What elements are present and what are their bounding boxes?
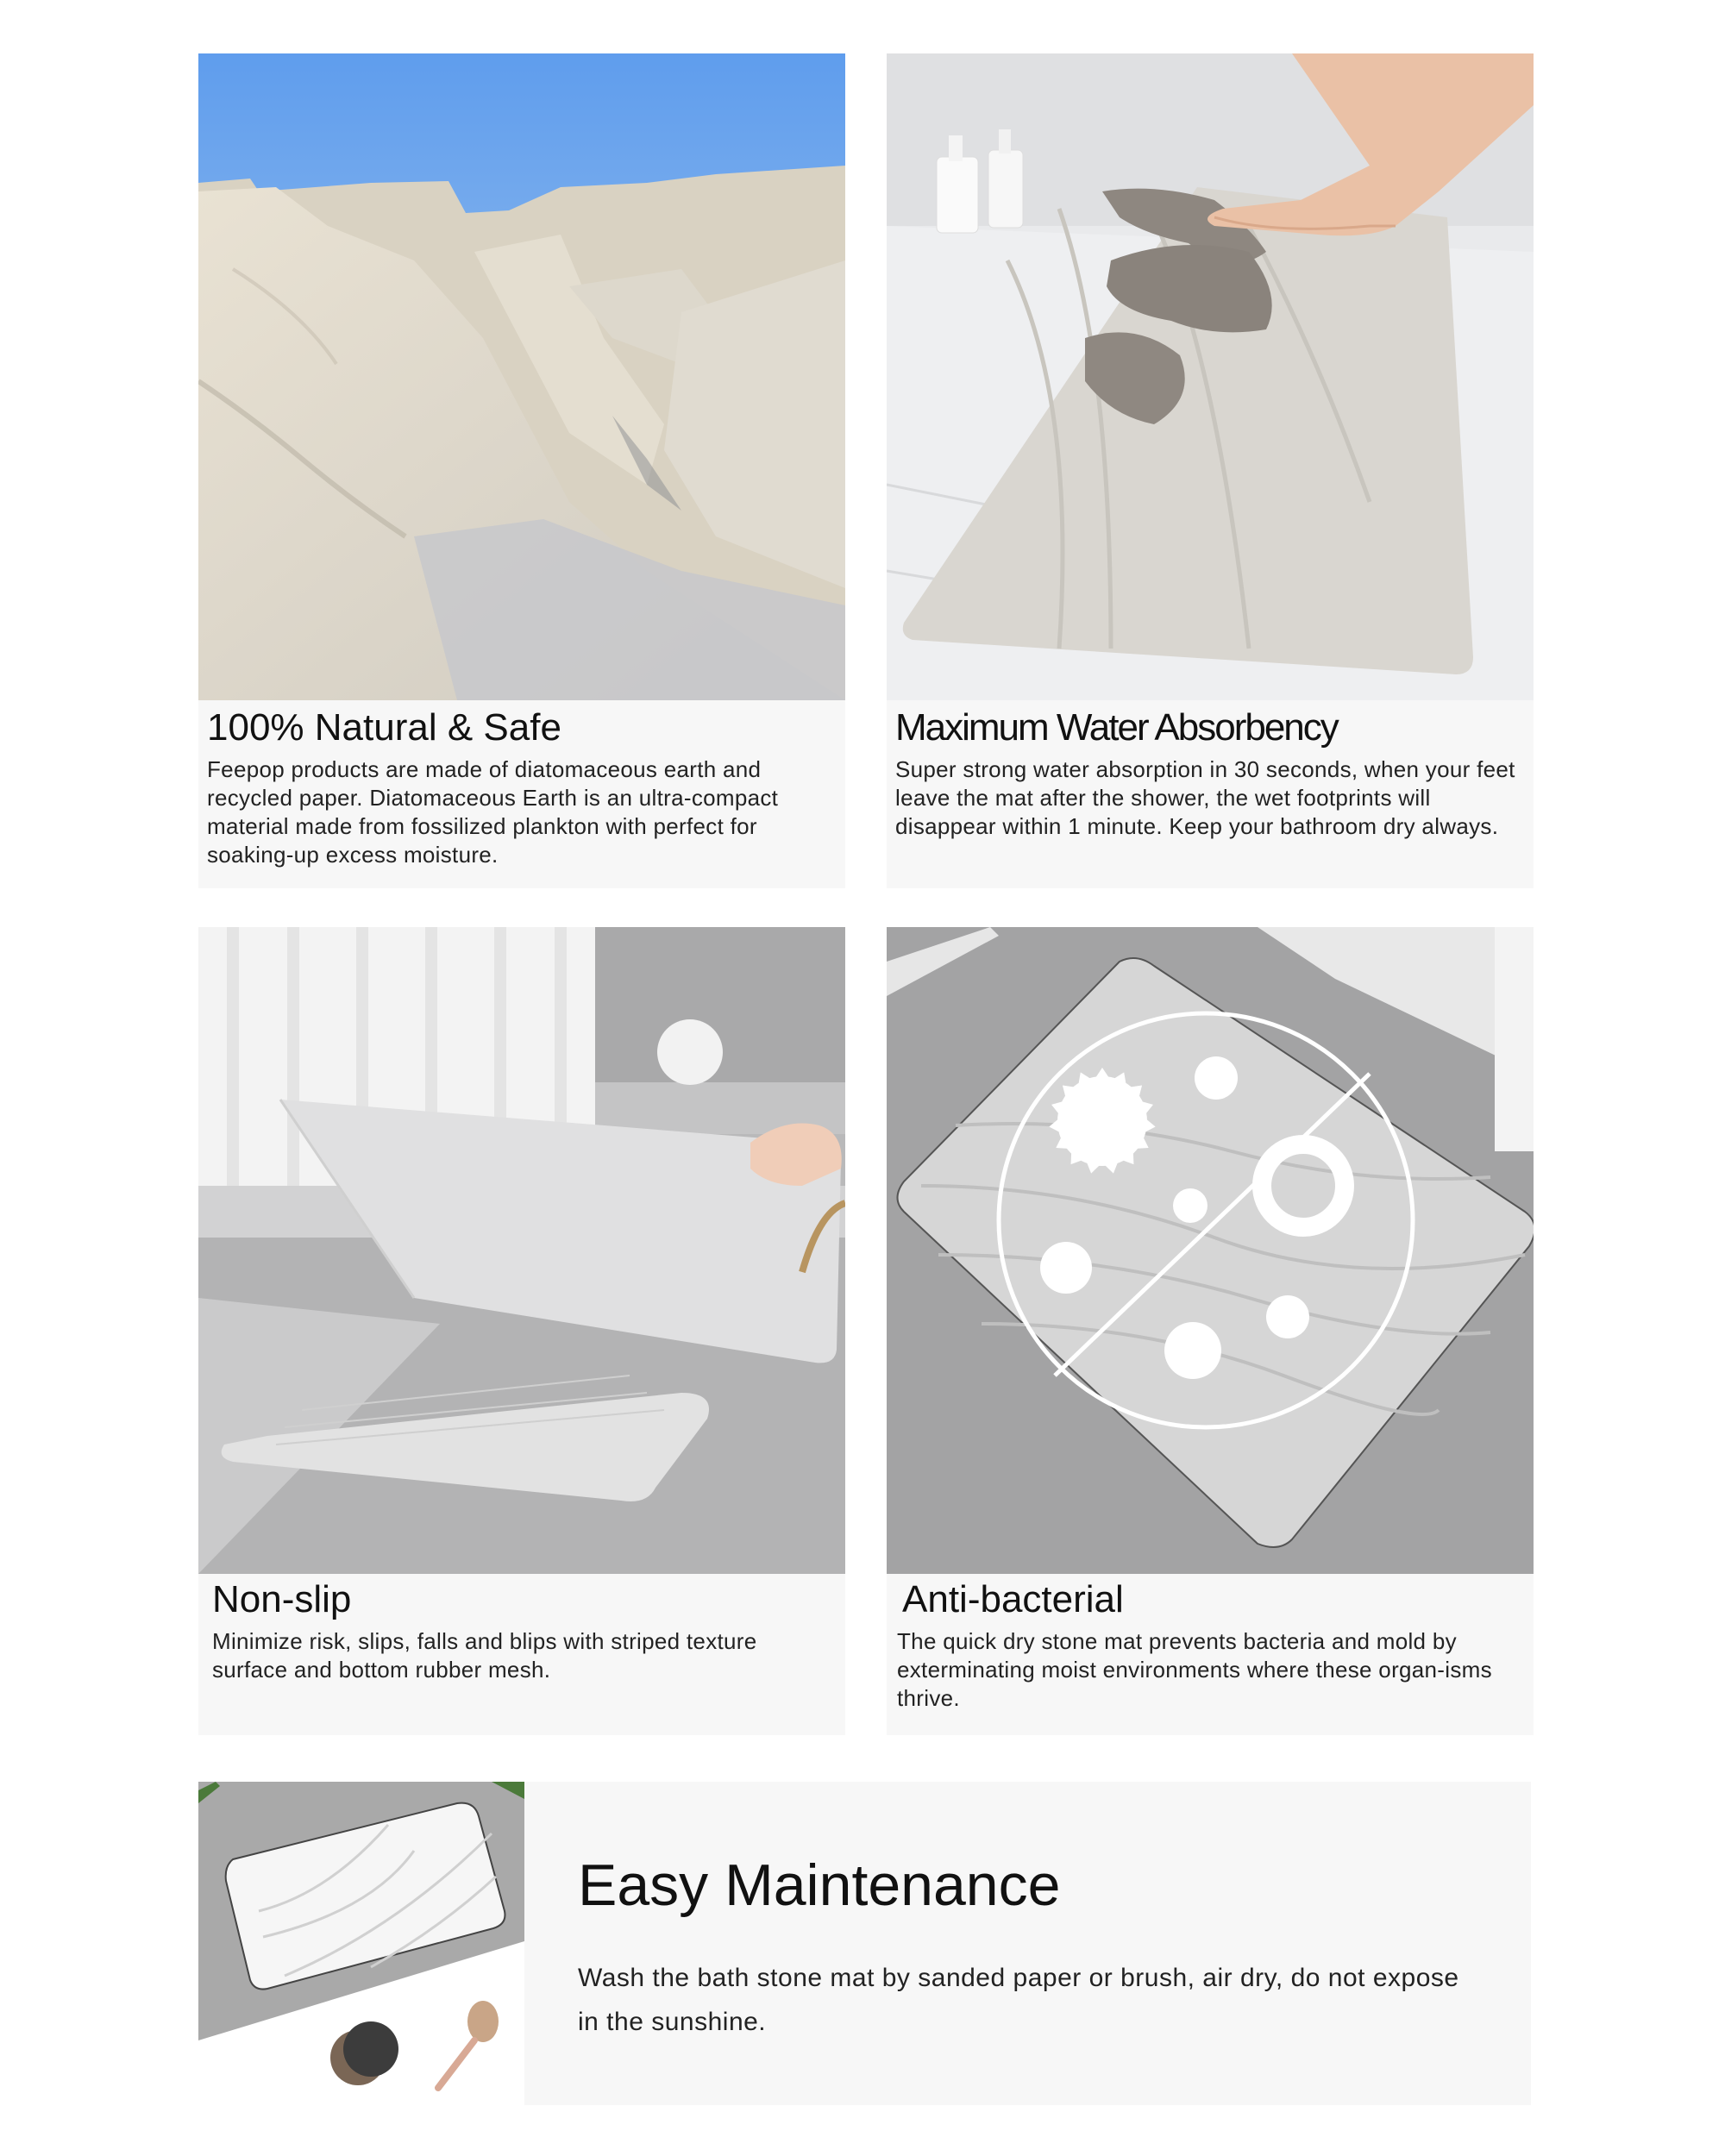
canyon-photo bbox=[198, 53, 845, 700]
feature-text bbox=[887, 1574, 1534, 1733]
anti-bacterial-mat-photo bbox=[887, 927, 1534, 1574]
feature-card-water-absorbency bbox=[887, 53, 1534, 888]
feature-text bbox=[887, 700, 1534, 862]
feature-description: Feepop products are made of diatomaceous earth and recycled paper. Diatomaceous Earth is an ultra-compact material made from fossilized plankton with perfect for soaking-up excess moisture. bbox=[207, 756, 779, 868]
maintenance-description: Wash the bath stone mat by sanded paper or brush, air dry, do not expose in the sunshine. bbox=[578, 1964, 1459, 2036]
maintenance-title: Easy Maintenance bbox=[578, 1852, 1061, 1918]
lifting-mat-photo bbox=[198, 927, 845, 1574]
feature-title: 100% Natural & Safe bbox=[207, 706, 561, 749]
feature-description: Super strong water absorption in 30 seconds, when your feet leave the mat after the shower, the wet footprints will disappear within 1 minute. Keep your bathroom dry always. bbox=[895, 756, 1515, 839]
feature-card-natural-safe bbox=[198, 53, 845, 888]
maintenance-banner bbox=[198, 1782, 1531, 2105]
feature-card-non-slip bbox=[198, 927, 845, 1735]
foot-on-mat-photo bbox=[887, 53, 1534, 700]
feature-title: Anti-bacterial bbox=[902, 1578, 1124, 1620]
feature-title: Maximum Water Absorbency bbox=[895, 706, 1338, 749]
feature-text bbox=[198, 700, 845, 890]
feature-description: Minimize risk, slips, falls and blips with striped texture surface and bottom rubber mesh. bbox=[212, 1628, 757, 1683]
feature-title: Non-slip bbox=[212, 1578, 352, 1620]
feature-card-anti-bacterial bbox=[887, 927, 1534, 1735]
maintenance-text bbox=[578, 1851, 1484, 2044]
maintenance-photo bbox=[198, 1782, 524, 2105]
feature-text bbox=[198, 1574, 845, 1705]
feature-description: The quick dry stone mat prevents bacteria and mold by exterminating moist environments where these organ-isms thrive. bbox=[897, 1628, 1492, 1711]
